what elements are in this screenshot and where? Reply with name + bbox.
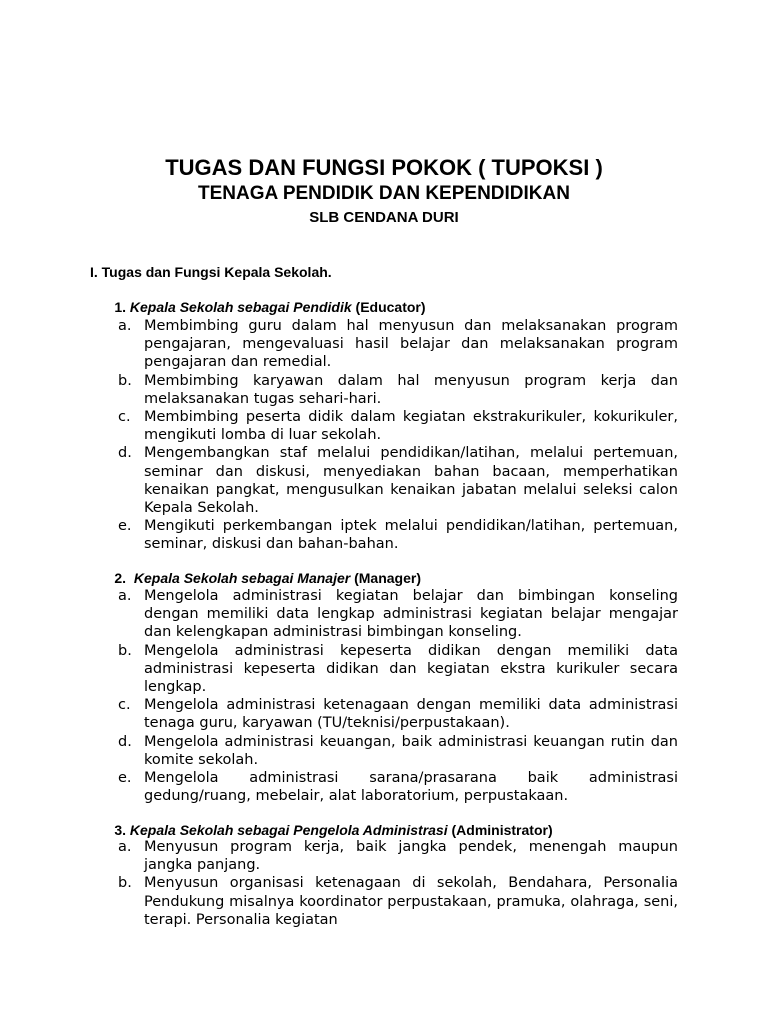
item-list [118,838,678,929]
section-heading: I. Tugas dan Fungsi Kepala Sekolah. [90,264,332,280]
item-label: d. [118,733,132,750]
item-text: Mengelola administrasi kepeserta didikan dengan memiliki data administrasi kepeserta didikan dan kegiatan ekstra kurikuler secara lengkap. [144,642,678,696]
item-text: Mengembangkan staf melalui pendidikan/latihan, melalui pertemuan, seminar dan diskusi, menyediakan bahan bacaan, memperhatikan kenaikan pangkat, mengusulkan kenaikan jabatan melalui seleksi calon Kepala Sekolah. [144,445,678,517]
subsection-title: Kepala Sekolah sebagai Pengelola Administrasi [129,822,448,838]
subsection-title: Kepala Sekolah sebagai Pendidik [129,299,352,315]
item-label: d. [118,445,132,462]
item-label: c. [118,409,131,426]
item-label: b. [118,875,132,892]
list-item [118,317,678,372]
item-list [118,317,678,554]
subsection-number: 1. [114,299,126,315]
subsection-role: (Educator) [355,299,426,315]
list-item [118,517,678,553]
item-text: Mengelola administrasi keuangan, baik administrasi keuangan rutin dan komite sekolah. [144,733,678,768]
list-item [118,874,678,929]
document-title-block [0,154,768,229]
list-item [118,408,678,444]
subsection-heading [102,821,682,839]
item-label: a. [118,839,132,855]
subsection-number: 2. [114,570,126,586]
document-title: TUGAS DAN FUNGSI POKOK ( TUPOKSI ) [165,155,603,180]
item-label: a. [118,588,132,604]
list-item [118,733,678,769]
item-text: Mengelola administrasi kegiatan belajar dan bimbingan konseling dengan memiliki data lengkap administrasi kegiatan belajar mengajar dan kelengkapan administrasi bimbingan konseling. [144,588,678,641]
item-label: a. [118,318,132,334]
item-text: Mengelola administrasi sarana/prasarana baik administrasi gedung/ruang, mebelair, alat laboratorium, perpustakaan. [144,770,678,805]
item-list [118,587,678,805]
item-label: e. [118,770,132,787]
subsection-heading [102,569,682,587]
list-item [118,372,678,408]
item-text: Membimbing peserta didik dalam kegiatan ekstrakurikuler, kokurikuler, mengikuti lomba di luar sekolah. [144,409,678,444]
list-item [118,696,678,732]
document-subtitle: TENAGA PENDIDIK DAN KEPENDIDIKAN [198,183,570,204]
item-label: e. [118,518,132,535]
subsection-heading [102,298,682,316]
subsection-role: (Administrator) [451,822,553,838]
item-text: Membimbing karyawan dalam hal menyusun program kerja dan melaksanakan tugas sehari-hari. [144,372,678,407]
item-text: Membimbing guru dalam hal menyusun dan melaksanakan program pengajaran, mengevaluasi hasil belajar dan melaksanakan program pengajaran dan remedial. [144,318,678,371]
list-item [118,444,678,517]
school-name: SLB CENDANA DURI [309,209,459,226]
list-item [118,769,678,805]
item-text: Menyusun organisasi ketenagaan di sekolah, Bendahara, Personalia Pendukung misalnya koordinator perpustakaan, pramuka, olahraga, seni, terapi. Personalia kegiatan [144,875,678,928]
list-item [118,587,678,642]
item-text: Mengelola administrasi ketenagaan dengan memiliki data administrasi tenaga guru, karyawan (TU/teknisi/perpustakaan). [144,697,678,732]
list-item [118,838,678,874]
subsection-role: (Manager) [354,570,422,586]
list-item [118,642,678,697]
item-text: Mengikuti perkembangan iptek melalui pendidikan/latihan, pertemuan, seminar, diskusi dan bahan-bahan. [144,518,678,553]
item-text: Menyusun program kerja, baik jangka pendek, menengah maupun jangka panjang. [144,839,678,874]
item-label: c. [118,697,131,714]
subsection-title: Kepala Sekolah sebagai Manajer [133,570,351,586]
item-label: b. [118,372,132,389]
item-label: b. [118,642,132,659]
subsection-number: 3. [114,822,126,838]
